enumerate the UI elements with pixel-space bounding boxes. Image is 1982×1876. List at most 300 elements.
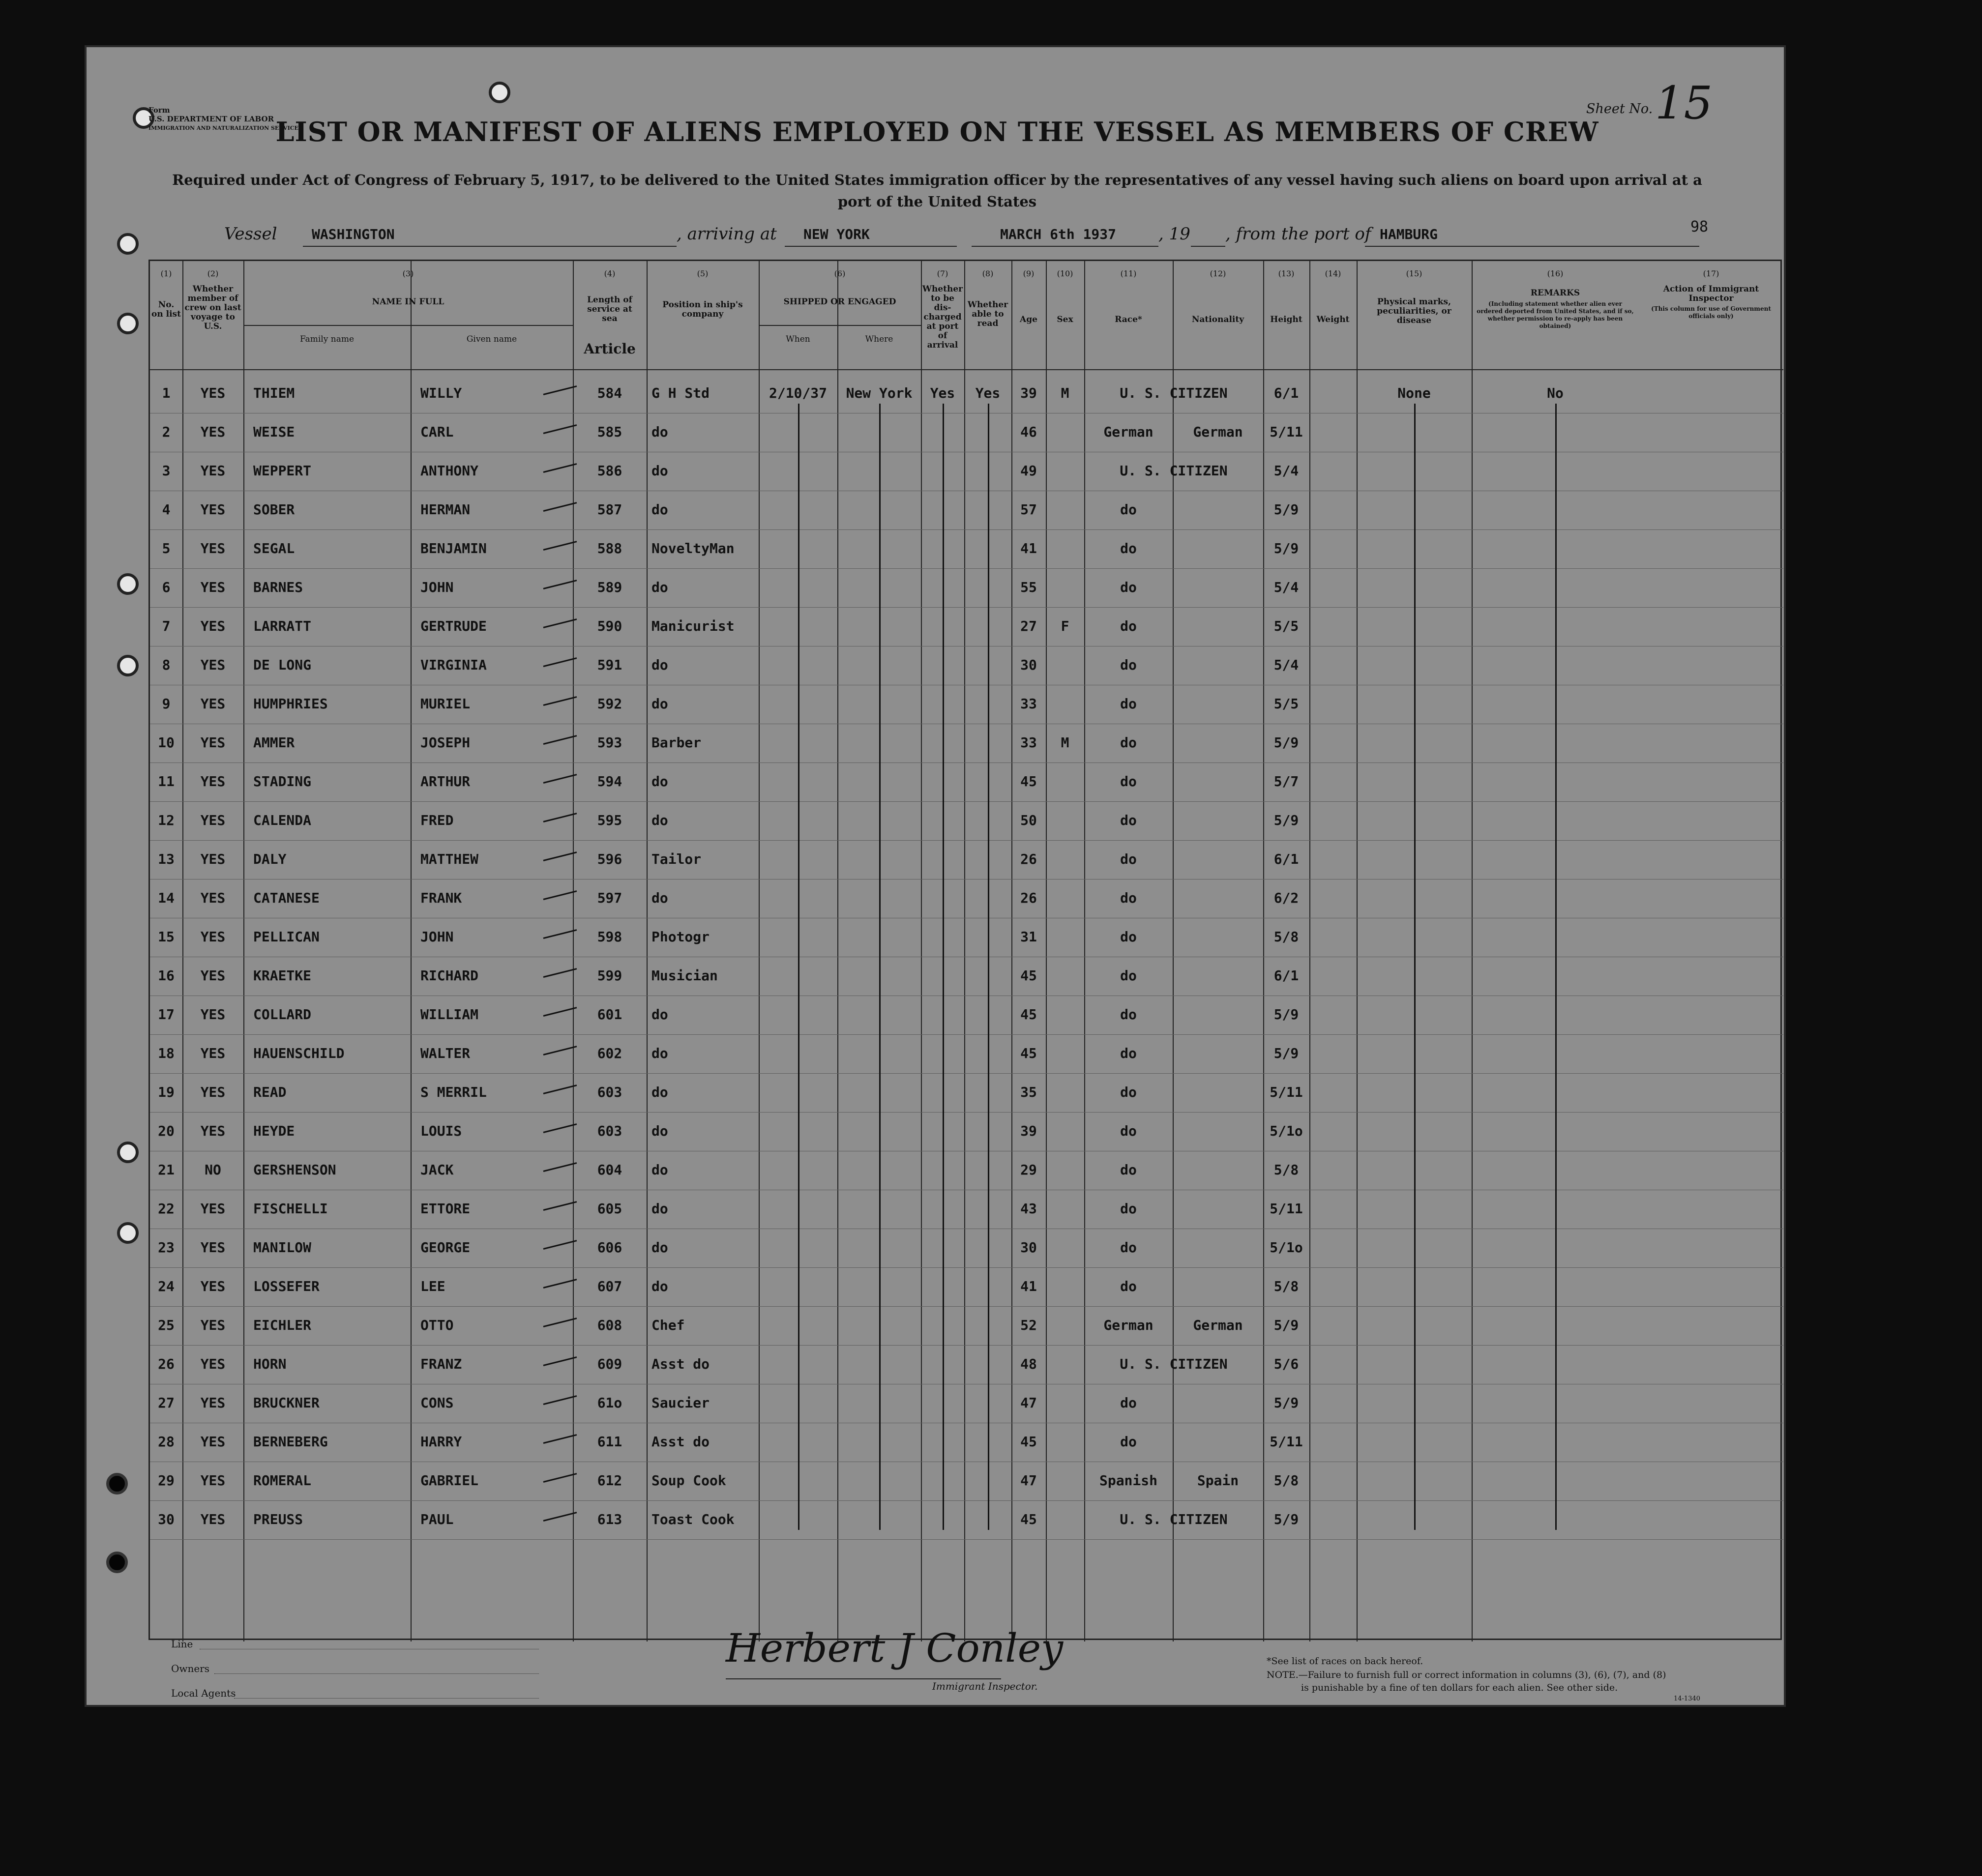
cell-no: 19 [158, 1084, 175, 1100]
cell-position: do [651, 579, 668, 595]
cell-race: do [1120, 1123, 1137, 1139]
cell-physical: None [1397, 385, 1431, 401]
cell-member: YES [200, 385, 226, 401]
cell-no: 5 [162, 540, 171, 557]
cell-given: CARL [420, 424, 454, 440]
cell-member: YES [200, 1278, 226, 1294]
local-agents-label: Local Agents [171, 1687, 236, 1699]
service-label: IMMIGRATION AND NATURALIZATION SERVICE [148, 125, 298, 131]
cell-height: 5/9 [1273, 1317, 1299, 1333]
header-member: Whether member of crew on last voyage to U.S. [184, 284, 241, 331]
header-able-read: Whether able to read [967, 300, 1008, 328]
cell-member: YES [200, 812, 226, 828]
cell-height: 5/11 [1270, 1434, 1303, 1450]
from-port-label: , from the port of [1225, 224, 1371, 244]
cell-family: DE LONG [253, 657, 312, 673]
cell-age: 27 [1020, 618, 1037, 634]
fine-note-2: is punishable by a fine of ten dollars for each alien. See other side. [1301, 1682, 1618, 1693]
cell-article: 605 [597, 1201, 622, 1217]
cell-member: YES [200, 967, 226, 984]
cell-member: YES [200, 734, 226, 751]
cell-article: 601 [597, 1006, 622, 1023]
cell-article: 602 [597, 1045, 622, 1061]
cell-family: WEPPERT [253, 463, 312, 479]
cell-height: 5/5 [1273, 618, 1299, 634]
inspector-signature: Herbert J Conley [726, 1625, 1064, 1671]
cell-family: GERSHENSON [253, 1162, 336, 1178]
cell-given: JOHN [420, 929, 454, 945]
cell-no: 6 [162, 579, 171, 595]
cell-height: 5/9 [1273, 501, 1299, 518]
header-article: Article [584, 341, 636, 357]
cell-position: do [651, 890, 668, 906]
cell-article: 603 [597, 1123, 622, 1139]
cell-position: G H Std [651, 385, 710, 401]
binder-hole [117, 573, 139, 595]
cell-family: WEISE [253, 424, 295, 440]
cell-height: 6/1 [1273, 851, 1299, 867]
cell-age: 49 [1020, 463, 1037, 479]
cell-no: 12 [158, 812, 175, 828]
cell-race: do [1120, 1201, 1137, 1217]
cell-position: Musician [651, 967, 718, 984]
cell-age: 30 [1020, 1239, 1037, 1256]
cell-no: 26 [158, 1356, 175, 1372]
cell-position: do [651, 1123, 668, 1139]
cell-family: HAUENSCHILD [253, 1045, 345, 1061]
cell-family: PREUSS [253, 1511, 303, 1527]
cell-age: 52 [1020, 1317, 1037, 1333]
header-family-name: Family name [299, 334, 355, 344]
cell-given: FRED [420, 812, 454, 828]
cell-position: do [651, 1006, 668, 1023]
cell-member: YES [200, 1395, 226, 1411]
cell-race: do [1120, 501, 1137, 518]
cell-given: PAUL [420, 1511, 454, 1527]
cell-member: YES [200, 1006, 226, 1023]
cell-race: do [1120, 696, 1137, 712]
cell-age: 39 [1020, 385, 1037, 401]
cell-height: 5/11 [1270, 1084, 1303, 1100]
cell-no: 28 [158, 1434, 175, 1450]
arriving-label: , arriving at [677, 224, 777, 244]
header-where: Where [865, 334, 893, 344]
cell-member: YES [200, 1201, 226, 1217]
cell-age: 45 [1020, 1434, 1037, 1450]
cell-member: YES [200, 773, 226, 790]
cell-age: 45 [1020, 967, 1037, 984]
cell-member: YES [200, 929, 226, 945]
header-age: Age [1020, 315, 1037, 324]
cell-position: do [651, 501, 668, 518]
header-physical: Physical marks, peculiarities, or disease [1377, 297, 1451, 325]
cell-member: YES [200, 657, 226, 673]
cell-height: 5/8 [1273, 929, 1299, 945]
cell-member: YES [200, 851, 226, 867]
form-label: Form [148, 106, 170, 115]
cell-no: 14 [158, 890, 175, 906]
cell-no: 8 [162, 657, 171, 673]
cell-no: 22 [158, 1201, 175, 1217]
cell-position: do [651, 424, 668, 440]
cell-position: do [651, 1162, 668, 1178]
cell-position: Chef [651, 1317, 685, 1333]
crew-table: (1) (2) (3) (4) (5) (6) (7) (8) (9) (10) (11) (12) (13) (14) (15) (16) (17) No. on list Whether member of crew on last voyage to U.S. NAME IN FULL Family name Given name Length of service at sea Article Position in ship's company SHIPPED OR ENGAGED When Where Whether to be dis-charged at port of arrival Whether able to read Age Sex Race* Nationality Height Weight Physical marks, peculiarities, or disease REMARKS (Including statement whether alien ever ordered deported from United States, and if so, whether permission to re-apply has been obtained) Action of Immigrant Inspector (This column for use of Government officials only) 1 YES THIEM WILLY 584 G H Std 2/10/37 New York Yes Yes 39 M U. S. CITIZEN 6/1 None No 2 YES WEISE CARL 585 do 46 German German 5/11 3 YES WEPPERT ANTHONY 586 do 49 U. S. CITIZEN 5/4 4 YES SOBER HERMAN 587 do 57 do 5/9 5 YES SEGAL BENJAMIN 588 NoveltyMan 41 do 5/9 6 YES BARNES JOHN 589 do 55 do 5/4 7 YES LARRATT GERTRUDE 590 Manicurist 27 F do 5/5 8 YES DE LONG VIRGINIA 591 do 30 do 5/4 9 YES HUMPHRIES MURIEL 592 do 33 do 5/5 10 YES AMMER JOSEPH 593 Barber 33 M do 5/9 11 YES STADING ARTHUR 594 do 45 do 5/7 12 YES CALENDA FRED 595 do 50 do 5/9 13 YES DALY MATTHEW 596 Tailor 26 do 6/1 14 YES CATANESE FRANK 597 do 26 do 6/2 15 YES PELLICAN JOHN 598 Photogr 31 do 5/8 16 YES KRAETKE RICHARD 599 Musician 45 do 6/1 17 YES COLLARD WILLIAM 601 do 45 do 5/9 18 YES HAUENSCHILD WALTER 602 do 45 do 5/9 19 YES READ S MERRIL 603 do 35 do 5/11 20 YES HEYDE LOUIS 603 do 39 do 5/1o 21 NO GERSHENSON JACK 604 do 29 do 5/8 22 YES FISCHELLI ETTORE 605 do 43 do 5/11 23 YES MANILOW GEORGE 606 do 30 do 5/1o 24 YES LOSSEFER LEE 607 do 41 do 5/8 25 YES EICHLER OTTO 608 Chef 52 German German 5/9 26 YES HORN FRANZ 609 Asst do 48 U. S. CITIZEN 5/6 27 YES BRUCKNER CONS 61o Saucier 47 do 5/9 28 YES BERNEBERG HARRY 611 Asst do 45 do 5/11 29 YES ROMERAL GABRIEL 612 Soup Cook 47 Spanish Spain 5/8 30 YES PREUSS PAUL 613 Toast Cook 45 U. S. CITIZEN 5/9 [148, 260, 1782, 1640]
cell-given: JACK [420, 1162, 454, 1178]
cell-article: 593 [597, 734, 622, 751]
cell-sex: M [1061, 734, 1069, 751]
cell-article: 587 [597, 501, 622, 518]
cell-given: JOHN [420, 579, 454, 595]
ditto-line [879, 404, 881, 1530]
cell-position: do [651, 463, 668, 479]
cell-no: 17 [158, 1006, 175, 1023]
cell-position: Manicurist [651, 618, 735, 634]
cell-article: 588 [597, 540, 622, 557]
cell-given: GABRIEL [420, 1472, 479, 1489]
cell-family: HORN [253, 1356, 287, 1372]
cell-position: Tailor [651, 851, 702, 867]
cell-age: 47 [1020, 1395, 1037, 1411]
cell-no: 10 [158, 734, 175, 751]
cell-nationality: German [1193, 1317, 1243, 1333]
cell-age: 39 [1020, 1123, 1037, 1139]
cell-age: 43 [1020, 1201, 1037, 1217]
cell-race: do [1120, 579, 1137, 595]
binder-hole [117, 1142, 139, 1163]
cell-age: 50 [1020, 812, 1037, 828]
cell-height: 5/8 [1273, 1162, 1299, 1178]
cell-height: 5/9 [1273, 812, 1299, 828]
cell-article: 585 [597, 424, 622, 440]
cell-race: German [1103, 1317, 1154, 1333]
cell-given: MATTHEW [420, 851, 479, 867]
cell-given: WILLY [420, 385, 462, 401]
arrival-port: NEW YORK [803, 226, 870, 242]
cell-family: SOBER [253, 501, 295, 518]
cell-article: 592 [597, 696, 622, 712]
header-remarks-note: (Including statement whether alien ever ordered deported from United States, and if so, whether permission to re-apply has been obtained) [1477, 300, 1634, 329]
cell-race: do [1120, 1239, 1137, 1256]
cell-given: BENJAMIN [420, 540, 487, 557]
cell-given: FRANZ [420, 1356, 462, 1372]
fine-note-1: NOTE.—Failure to furnish full or correct information in columns (3), (6), (7), and (8) [1267, 1670, 1666, 1680]
cell-height: 5/9 [1273, 1511, 1299, 1527]
cell-height: 5/4 [1273, 579, 1299, 595]
cell-member: YES [200, 1472, 226, 1489]
page-subtitle: Required under Act of Congress of February 5, 1917, to be delivered to the United States immigration officer by the representatives of any vessel having such aliens on board upon arrival at a port of the United States [172, 172, 1702, 210]
arrival-date: MARCH 6th 1937 [1000, 226, 1117, 242]
cell-age: 26 [1020, 851, 1037, 867]
cell-no: 18 [158, 1045, 175, 1061]
cell-position: do [651, 696, 668, 712]
cell-family: SEGAL [253, 540, 295, 557]
cell-race: do [1120, 773, 1137, 790]
owners-label: Owners [171, 1663, 210, 1674]
cell-race: do [1120, 929, 1137, 945]
cell-article: 599 [597, 967, 622, 984]
cell-no: 11 [158, 773, 175, 790]
header-weight: Weight [1316, 315, 1350, 324]
cell-age: 41 [1020, 1278, 1037, 1294]
cell-article: 586 [597, 463, 622, 479]
cell-position: Photogr [651, 929, 710, 945]
cell-height: 5/1o [1270, 1123, 1303, 1139]
cell-race: do [1120, 540, 1137, 557]
cell-no: 1 [162, 385, 171, 401]
cell-nationality: Spain [1197, 1472, 1239, 1489]
cell-race: U. S. CITIZEN [1120, 385, 1228, 401]
cell-family: LOSSEFER [253, 1278, 320, 1294]
races-note: *See list of races on back hereof. [1267, 1656, 1423, 1667]
ditto-line [1414, 404, 1416, 1530]
binder-hole [117, 233, 139, 255]
form-code: 14-1340 [1674, 1695, 1701, 1702]
cell-given: MURIEL [420, 696, 471, 712]
header-discharged: Whether to be dis-charged at port of arrival [922, 284, 963, 350]
cell-position: Soup Cook [651, 1472, 726, 1489]
cell-age: 29 [1020, 1162, 1037, 1178]
cell-height: 5/11 [1270, 1201, 1303, 1217]
header-race: Race* [1115, 315, 1142, 324]
cell-family: READ [253, 1084, 287, 1100]
cell-race: do [1120, 1162, 1137, 1178]
cell-no: 3 [162, 463, 171, 479]
cell-age: 35 [1020, 1084, 1037, 1100]
cell-article: 591 [597, 657, 622, 673]
cell-article: 612 [597, 1472, 622, 1489]
cell-article: 594 [597, 773, 622, 790]
cell-position: do [651, 1278, 668, 1294]
cell-article: 603 [597, 1084, 622, 1100]
sheet-number-value: 15 [1655, 77, 1713, 129]
binder-hole [489, 82, 510, 103]
cell-given: GEORGE [420, 1239, 471, 1256]
cell-race: U. S. CITIZEN [1120, 1356, 1228, 1372]
cell-member: YES [200, 424, 226, 440]
cell-race: do [1120, 812, 1137, 828]
page-title: LIST OR MANIFEST OF ALIENS EMPLOYED ON THE VESSEL AS MEMBERS OF CREW [275, 116, 1599, 147]
cell-no: 21 [158, 1162, 175, 1178]
department-label: U.S. DEPARTMENT OF LABOR [148, 115, 274, 123]
cell-race: do [1120, 890, 1137, 906]
cell-race: do [1120, 1278, 1137, 1294]
cell-race: do [1120, 1395, 1137, 1411]
cell-article: 584 [597, 385, 622, 401]
header-shipped: SHIPPED OR ENGAGED [783, 297, 896, 307]
cell-article: 61o [597, 1395, 622, 1411]
cell-member: YES [200, 1123, 226, 1139]
header-action-note: (This column for use of Government officials only) [1651, 305, 1771, 320]
cell-age: 30 [1020, 657, 1037, 673]
cell-family: EICHLER [253, 1317, 312, 1333]
cell-no: 20 [158, 1123, 175, 1139]
cell-position: Asst do [651, 1434, 710, 1450]
cell-family: PELLICAN [253, 929, 320, 945]
cell-family: ROMERAL [253, 1472, 312, 1489]
cell-family: BARNES [253, 579, 303, 595]
cell-position: Asst do [651, 1356, 710, 1372]
cell-remarks: No [1547, 385, 1564, 401]
header-no-on-list: No. on list [151, 300, 181, 319]
cell-member: YES [200, 1084, 226, 1100]
cell-height: 5/7 [1273, 773, 1299, 790]
binder-hole [106, 1473, 128, 1495]
binder-hole [117, 655, 139, 676]
cell-discharged: Yes [930, 385, 955, 401]
cell-family: BRUCKNER [253, 1395, 320, 1411]
cell-height: 6/1 [1273, 385, 1299, 401]
cell-article: 595 [597, 812, 622, 828]
cell-member: YES [200, 463, 226, 479]
cell-no: 13 [158, 851, 175, 867]
vessel-label: Vessel [224, 224, 277, 244]
cell-family: COLLARD [253, 1006, 312, 1023]
cell-height: 5/11 [1270, 424, 1303, 440]
cell-given: LEE [420, 1278, 445, 1294]
cell-no: 23 [158, 1239, 175, 1256]
cell-age: 47 [1020, 1472, 1037, 1489]
cell-race: U. S. CITIZEN [1120, 1511, 1228, 1527]
header-action: Action of Immigrant Inspector [1663, 284, 1759, 303]
cell-article: 609 [597, 1356, 622, 1372]
cell-race: do [1120, 1045, 1137, 1061]
cell-family: THIEM [253, 385, 295, 401]
cell-given: GERTRUDE [420, 618, 487, 634]
cell-no: 29 [158, 1472, 175, 1489]
vessel-name: WASHINGTON [312, 226, 395, 242]
cell-member: YES [200, 1239, 226, 1256]
cell-age: 33 [1020, 734, 1037, 751]
cell-member: YES [200, 1045, 226, 1061]
cell-given: JOSEPH [420, 734, 471, 751]
header-position: Position in ship's company [662, 300, 743, 319]
cell-given: HARRY [420, 1434, 462, 1450]
header-name-in-full: NAME IN FULL [372, 297, 444, 307]
cell-given: CONS [420, 1395, 454, 1411]
cell-given: WALTER [420, 1045, 471, 1061]
cell-article: 606 [597, 1239, 622, 1256]
cell-no: 16 [158, 967, 175, 984]
cell-age: 45 [1020, 1006, 1037, 1023]
header-remarks: REMARKS [1530, 288, 1580, 298]
cell-member: YES [200, 501, 226, 518]
cell-member: YES [200, 618, 226, 634]
cell-article: 604 [597, 1162, 622, 1178]
cell-age: 26 [1020, 890, 1037, 906]
cell-age: 55 [1020, 579, 1037, 595]
cell-given: FRANK [420, 890, 462, 906]
binder-hole [117, 1222, 139, 1244]
cell-given: WILLIAM [420, 1006, 479, 1023]
cell-article: 613 [597, 1511, 622, 1527]
cell-given: ARTHUR [420, 773, 471, 790]
header-when: When [786, 334, 810, 344]
cell-family: CALENDA [253, 812, 312, 828]
cell-height: 6/2 [1273, 890, 1299, 906]
cell-position: Saucier [651, 1395, 710, 1411]
cell-article: 598 [597, 929, 622, 945]
cell-age: 46 [1020, 424, 1037, 440]
binder-hole [117, 313, 139, 334]
cell-member: YES [200, 1434, 226, 1450]
page-mark: 98 [1690, 218, 1709, 235]
cell-height: 6/1 [1273, 967, 1299, 984]
cell-no: 15 [158, 929, 175, 945]
cell-family: LARRATT [253, 618, 312, 634]
cell-height: 5/8 [1273, 1278, 1299, 1294]
cell-given: OTTO [420, 1317, 454, 1333]
cell-height: 5/5 [1273, 696, 1299, 712]
cell-article: 589 [597, 579, 622, 595]
departure-port: HAMBURG [1380, 226, 1438, 242]
cell-height: 5/9 [1273, 540, 1299, 557]
cell-family: BERNEBERG [253, 1434, 328, 1450]
cell-age: 57 [1020, 501, 1037, 518]
cell-race: do [1120, 851, 1137, 867]
cell-height: 5/9 [1273, 1006, 1299, 1023]
cell-when: 2/10/37 [769, 385, 827, 401]
cell-nationality: German [1193, 424, 1243, 440]
cell-no: 27 [158, 1395, 175, 1411]
cell-given: HERMAN [420, 501, 471, 518]
cell-family: AMMER [253, 734, 295, 751]
cell-age: 33 [1020, 696, 1037, 712]
cell-family: STADING [253, 773, 312, 790]
cell-age: 45 [1020, 1511, 1037, 1527]
cell-height: 5/9 [1273, 734, 1299, 751]
cell-given: S MERRIL [420, 1084, 487, 1100]
cell-race: do [1120, 618, 1137, 634]
cell-given: ANTHONY [420, 463, 479, 479]
cell-no: 2 [162, 424, 171, 440]
cell-family: HUMPHRIES [253, 696, 328, 712]
cell-member: YES [200, 696, 226, 712]
ditto-line [943, 404, 944, 1530]
cell-article: 596 [597, 851, 622, 867]
cell-race: German [1103, 424, 1154, 440]
cell-position: Barber [651, 734, 702, 751]
cell-height: 5/1o [1270, 1239, 1303, 1256]
cell-race: do [1120, 967, 1137, 984]
year-label: , 19 [1158, 224, 1190, 244]
inspector-label: Immigrant Inspector. [932, 1680, 1038, 1692]
manifest-sheet [85, 45, 1786, 1707]
cell-race: U. S. CITIZEN [1120, 463, 1228, 479]
cell-position: do [651, 1239, 668, 1256]
cell-no: 9 [162, 696, 171, 712]
cell-given: VIRGINIA [420, 657, 487, 673]
cell-no: 4 [162, 501, 171, 518]
cell-height: 5/6 [1273, 1356, 1299, 1372]
cell-sex: F [1061, 618, 1069, 634]
ditto-line [1555, 404, 1557, 1530]
binder-hole [106, 1552, 128, 1573]
cell-position: do [651, 1045, 668, 1061]
cell-no: 30 [158, 1511, 175, 1527]
cell-age: 41 [1020, 540, 1037, 557]
header-nationality: Nationality [1191, 315, 1244, 324]
cell-read: Yes [975, 385, 1001, 401]
cell-member: YES [200, 1317, 226, 1333]
ditto-line [798, 404, 799, 1530]
cell-height: 5/9 [1273, 1395, 1299, 1411]
cell-given: LOUIS [420, 1123, 462, 1139]
cell-age: 31 [1020, 929, 1037, 945]
cell-article: 611 [597, 1434, 622, 1450]
cell-position: Toast Cook [651, 1511, 735, 1527]
cell-no: 7 [162, 618, 171, 634]
